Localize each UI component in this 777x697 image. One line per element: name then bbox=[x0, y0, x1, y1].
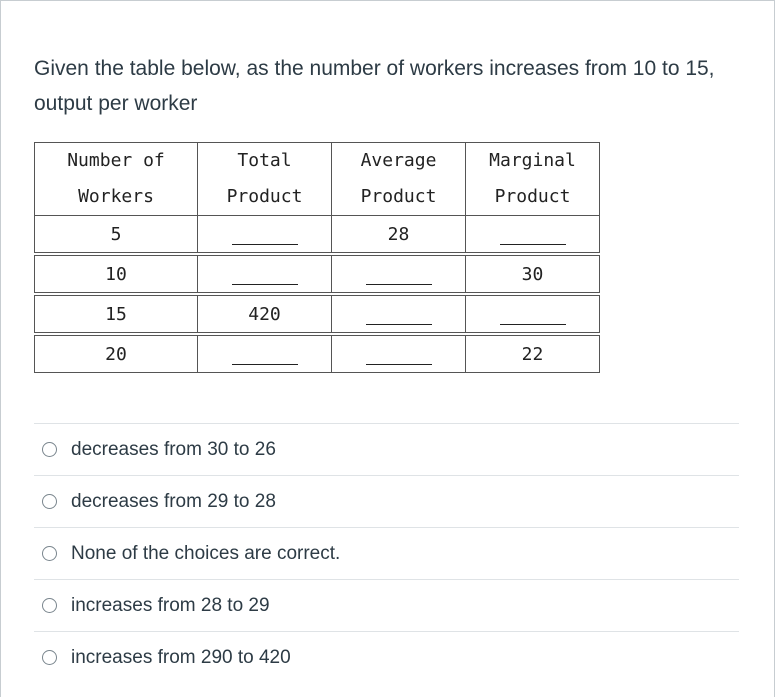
answer-choice[interactable] bbox=[34, 528, 739, 580]
choice-label: increases from 290 to 420 bbox=[71, 646, 291, 668]
header-average-product: Average Product bbox=[332, 143, 466, 216]
table-header-row bbox=[35, 143, 600, 216]
cell-total-product bbox=[198, 336, 332, 373]
blank-line bbox=[232, 224, 298, 245]
radio-button[interactable] bbox=[42, 650, 57, 665]
cell-value: 22 bbox=[521, 343, 544, 365]
blank-line bbox=[500, 304, 566, 325]
cell-marginal-product bbox=[466, 216, 600, 253]
header-total-product: Total Product bbox=[198, 143, 332, 216]
blank-line bbox=[366, 344, 432, 365]
cell-marginal-product bbox=[466, 296, 600, 333]
radio-button[interactable] bbox=[42, 598, 57, 613]
cell-value: 20 bbox=[105, 343, 127, 365]
question-text: Given the table below, as the number of workers increases from 10 to 15, output per worker bbox=[34, 57, 715, 115]
blank-line bbox=[500, 224, 566, 245]
blank-line bbox=[232, 264, 298, 285]
cell-total-product bbox=[198, 296, 332, 333]
cell-workers bbox=[35, 296, 198, 333]
cell-value: 28 bbox=[387, 223, 410, 245]
answer-choices bbox=[34, 423, 739, 683]
table-body bbox=[35, 216, 600, 373]
table-row bbox=[35, 256, 600, 293]
choice-label: None of the choices are correct. bbox=[71, 542, 341, 564]
choice-label: decreases from 30 to 26 bbox=[71, 438, 276, 460]
blank-line bbox=[366, 264, 432, 285]
cell-workers bbox=[35, 216, 198, 253]
cell-workers bbox=[35, 256, 198, 293]
answer-choice[interactable] bbox=[34, 632, 739, 683]
header-number-of-workers: Number of Workers bbox=[35, 143, 198, 216]
header-marginal-product: Marginal Product bbox=[466, 143, 600, 216]
cell-marginal-product bbox=[466, 256, 600, 293]
cell-average-product bbox=[332, 296, 466, 333]
radio-button[interactable] bbox=[42, 494, 57, 509]
cell-marginal-product bbox=[466, 336, 600, 373]
cell-average-product bbox=[332, 336, 466, 373]
answer-choice[interactable] bbox=[34, 476, 739, 528]
radio-button[interactable] bbox=[42, 442, 57, 457]
blank-line bbox=[232, 344, 298, 365]
cell-value: 5 bbox=[110, 223, 122, 245]
radio-button[interactable] bbox=[42, 546, 57, 561]
answer-choice[interactable] bbox=[34, 424, 739, 476]
cell-value: 30 bbox=[521, 263, 544, 285]
cell-value: 420 bbox=[248, 303, 281, 325]
cell-value: 15 bbox=[105, 303, 127, 325]
choice-label: decreases from 29 to 28 bbox=[71, 490, 276, 512]
cell-workers bbox=[35, 336, 198, 373]
cell-total-product bbox=[198, 216, 332, 253]
cell-average-product bbox=[332, 216, 466, 253]
cell-value: 10 bbox=[105, 263, 127, 285]
blank-line bbox=[366, 304, 432, 325]
choice-label: increases from 28 to 29 bbox=[71, 594, 270, 616]
answer-choice[interactable] bbox=[34, 580, 739, 632]
cell-total-product bbox=[198, 256, 332, 293]
table-row bbox=[35, 216, 600, 253]
production-table bbox=[34, 142, 600, 373]
table-row bbox=[35, 336, 600, 373]
table-row bbox=[35, 296, 600, 333]
cell-average-product bbox=[332, 256, 466, 293]
